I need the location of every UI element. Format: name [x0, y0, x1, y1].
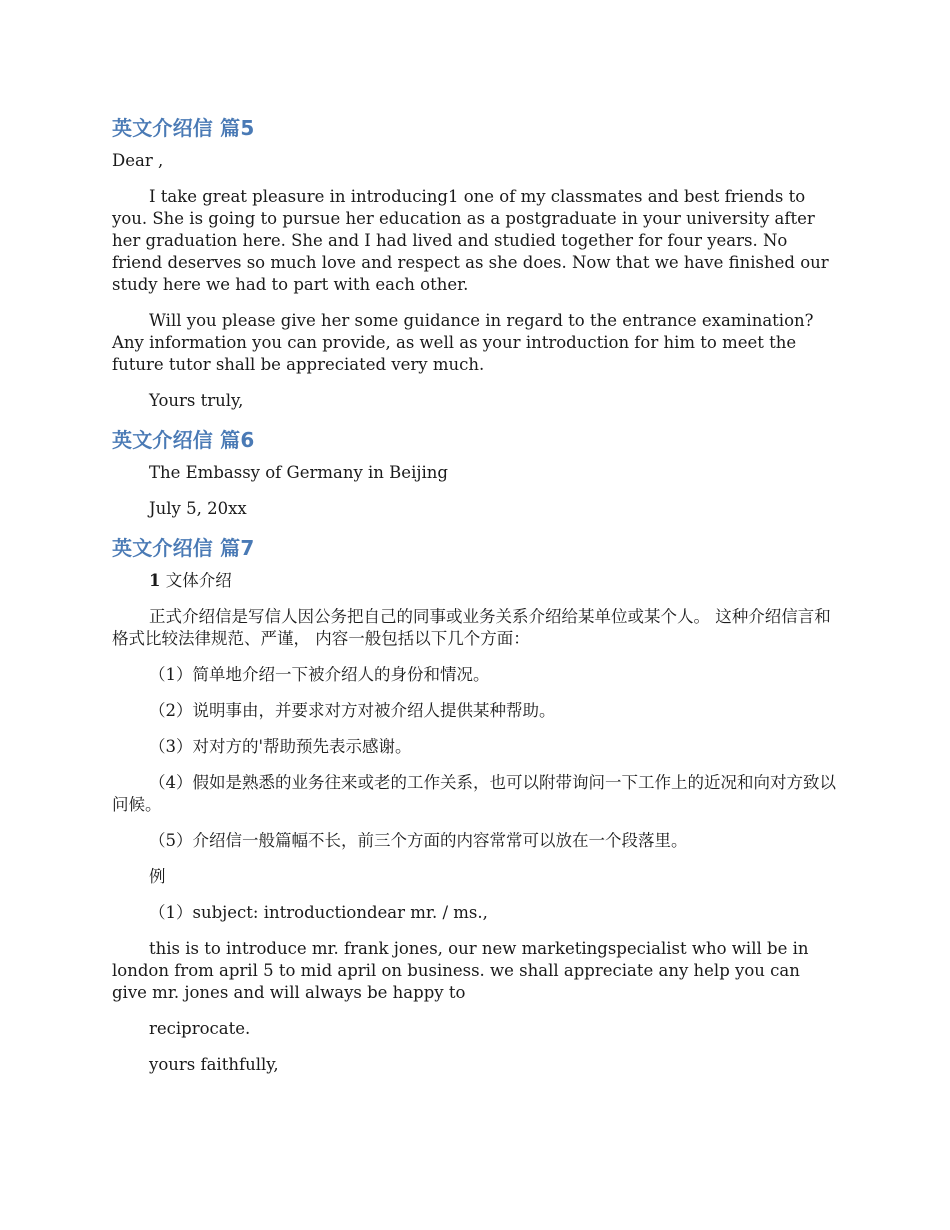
body-paragraph: this is to introduce mr. frank jones, our new marketingspecialist who will be in london from april 5 to mid april on business. we shall appreciate any help you can give mr. jones and will always be happy to: [112, 939, 809, 1002]
body-paragraph: reciprocate.: [149, 1019, 251, 1038]
subheading: [112, 570, 838, 592]
subheading-text: 文体介绍: [160, 571, 232, 590]
closing: yours faithfully,: [149, 1055, 279, 1074]
body-paragraph: Will you please give her some guidance in regard to the entrance examination? Any information you can provide, as well as your introduction for him to meet the future tutor shall be appreciated very much.: [112, 311, 814, 374]
example-subject: （1）subject: introductiondear mr. / ms.,: [149, 903, 488, 922]
body-paragraph: 正式介绍信是写信人因公务把自己的同事或业务关系介绍给某单位或某个人。 这种介绍信言和格式比较法律规范、严谨， 内容一般包括以下几个方面：: [112, 607, 831, 648]
list-item: （1）简单地介绍一下被介绍人的身份和情况。: [149, 665, 490, 684]
body-paragraph: The Embassy of Germany in Beijing: [149, 463, 448, 482]
section-heading: 英文介绍信 篇7: [112, 536, 255, 560]
section-heading: 英文介绍信 篇5: [112, 116, 255, 140]
list-item: （4）假如是熟悉的业务往来或老的工作关系，也可以附带询问一下工作上的近况和向对方致以问候。: [112, 773, 836, 814]
list-item: （5）介绍信一般篇幅不长，前三个方面的内容常常可以放在一个段落里。: [149, 831, 688, 850]
list-item: （2）说明事由，并要求对方对被介绍人提供某种帮助。: [149, 701, 556, 720]
date-line: July 5, 20xx: [149, 499, 247, 518]
list-item: （3）对对方的'帮助预先表示感谢。: [149, 737, 412, 756]
document-page: [112, 108, 838, 1090]
subheading-number: 1: [149, 571, 161, 590]
body-paragraph: I take great pleasure in introducing1 one of my classmates and best friends to you. She is going to pursue her education as a postgraduate in your university after her graduation here. She and I had lived and studied together for four years. No friend deserves so much love and respect as she does. Now that we have finished our study here we had to part with each other.: [112, 187, 829, 294]
closing: Yours truly,: [149, 391, 244, 410]
salutation: Dear ,: [112, 151, 164, 170]
section-heading: 英文介绍信 篇6: [112, 428, 255, 452]
example-label: 例: [149, 867, 166, 886]
